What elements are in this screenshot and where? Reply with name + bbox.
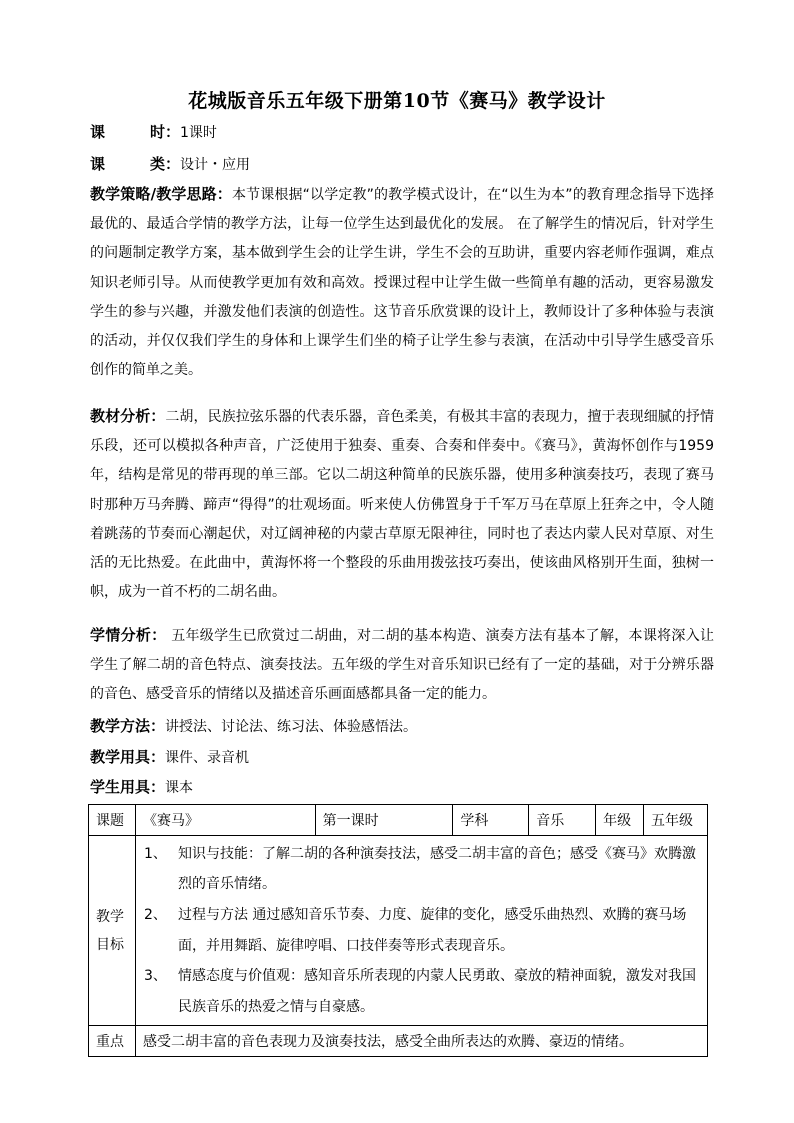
- cell-discipline-label: 学科: [453, 805, 529, 836]
- goal-number: 3、: [143, 968, 167, 985]
- cell-subject-value: 《赛马》: [135, 805, 315, 836]
- class-hours-value: 1课时: [180, 125, 217, 141]
- goal-number: 1、: [143, 845, 167, 862]
- cell-grade-label: 年级: [596, 805, 644, 836]
- table-row-key-point: [89, 1026, 708, 1057]
- material-text: 二胡，民族拉弦乐器的代表乐器，音色柔美，有极其丰富的表现力，擅于表现细腻的抒情乐段，还可以模拟各种声音，广泛使用于独奏、重奏、合奏和伴奏中。《赛马》，黄海怀创作与1959年，结构是常见的带再现的单三部。它以二胡这种简单的民族乐器，使用多种演奏技巧，表现了赛马时那种万马奔腾、蹄声“得得”的壮观场面。听来使人仿佛置身于千军万马在草原上狂奔之中，令人随着跳荡的节奏而心潮起伏，对辽阔神秘的内蒙古草原无限神往，同时也了表达内蒙人民对草原、对生活的无比热爱。在此曲中，黄海怀将一个整段的乐曲用拨弦技巧奏出，使该曲风格别开生面，独树一帜，成为一首不朽的二胡名曲。: [90, 409, 714, 601]
- page-title: 花城版音乐五年级下册第10节《赛马》教学设计: [188, 90, 606, 112]
- class-type-line: [90, 150, 714, 180]
- students-label: 学情分析：: [90, 626, 167, 644]
- student-tools-label: 学生用具：: [90, 778, 166, 796]
- method-line: [90, 712, 714, 742]
- student-tools-line: [90, 773, 714, 803]
- students-section: [90, 621, 714, 710]
- cell-goals-label: 教学目标: [89, 836, 136, 1026]
- class-type-label-a: 课: [90, 155, 106, 173]
- cell-key-text: 感受二胡丰富的音色表现力及演奏技法，感受全曲所表达的欢腾、豪迈的情绪。: [135, 1026, 707, 1057]
- goal-item: [144, 900, 699, 961]
- student-tools-text: 课本: [165, 780, 194, 796]
- strategy-section: [90, 180, 714, 385]
- goal-number: 2、: [143, 906, 167, 923]
- tools-label: 教学用具：: [90, 748, 166, 766]
- goal-text: 情感态度与价值观：感知音乐所表现的内蒙人民勇敢、豪放的精神面貌，激发对我国民族音乐的热爱之情与自豪感。: [177, 968, 696, 1015]
- goal-item: [144, 961, 699, 1022]
- method-text: 讲授法、讨论法、练习法、体验感悟法。: [165, 719, 418, 735]
- goal-text: 过程与方法 通过感知音乐节奏、力度、旋律的变化，感受乐曲热烈、欢腾的赛马场面，并用舞蹈、旋律哼唱、口技伴奏等形式表现音乐。: [177, 906, 687, 954]
- students-text: 五年级学生已欣赏过二胡曲，对二胡的基本构造、演奏方法有基本了解，本课将深入让学生了解二胡的音色特点、演奏技法。五年级的学生对音乐知识已经有了一定的基础，对于分辨乐器的音色、感受音乐的情绪以及描述音乐画面感都具备一定的能力。: [90, 628, 714, 703]
- cell-key-label: 重点: [89, 1026, 136, 1057]
- table-row-goals: [89, 836, 708, 1026]
- material-section: [90, 402, 714, 607]
- strategy-text: 本节课根据“以学定教”的教学模式设计，在“以生为本”的教育理念指导下选择最优的、最适合学情的教学方法，让每一位学生达到最优化的发展。 在了解学生的情况后，针对学生的问题制定教学方案，基本做到学生会的让学生讲，学生不会的互助讲，重要内容老师作强调，难点知识老师引导。从而使教学更加有效和高效。授课过程中让学生做一些简单有趣的活动，更容易激发学生的参与兴趣，并激发他们表演的创造性。这节音乐欣赏课的设计上，教师设计了多种体验与表演的活动，并仅仅我们学生的身体和上课学生们坐的椅子让学生参与表演，在活动中引导学生感受音乐创作的简单之美。: [90, 187, 715, 379]
- class-hours-label-b: 时：: [150, 123, 181, 141]
- strategy-label: 教学策略/教学思路：: [90, 185, 232, 203]
- cell-period: 第一课时: [315, 805, 453, 836]
- cell-grade-value: 五年级: [644, 805, 708, 836]
- lesson-info-table: [88, 804, 708, 1057]
- cell-goals-content: [135, 836, 707, 1026]
- class-type-value: 设计・应用: [180, 157, 251, 173]
- goal-text: 知识与技能：了解二胡的各种演奏技法，感受二胡丰富的音色；感受《赛马》欢腾激烈的音乐情绪。: [177, 845, 696, 893]
- class-type-label-b: 类：: [150, 155, 181, 173]
- material-label: 教材分析：: [90, 407, 166, 425]
- goal-item: [144, 839, 699, 900]
- class-hours-label-a: 课: [90, 123, 106, 141]
- method-label: 教学方法：: [90, 717, 166, 735]
- tools-line: [90, 743, 714, 773]
- table-row-header: [89, 805, 708, 836]
- cell-subject-label: 课题: [89, 805, 136, 836]
- tools-text: 课件、录音机: [165, 750, 250, 766]
- class-hours-line: [90, 118, 714, 148]
- cell-discipline-value: 音乐: [529, 805, 596, 836]
